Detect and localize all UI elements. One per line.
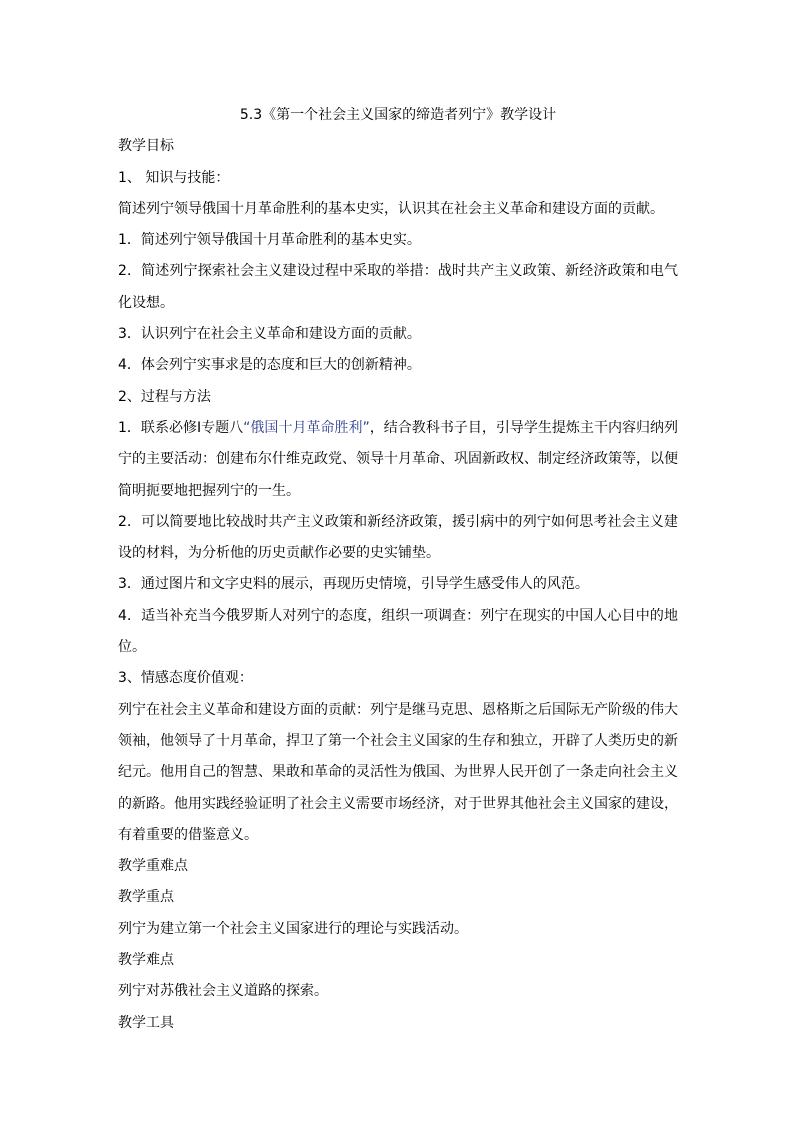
knowledge-item-2: 2．简述列宁探索社会主义建设过程中采取的举措：战时共产主义政策、新经济政策和电气化设想。 [118,263,678,311]
objectives-heading: 教学目标 [118,138,174,155]
knowledge-heading: 1、 知识与技能： [118,169,230,186]
process-item-1-post: ，结合教科书子目，引导学生提炼主干内容归纳列宁的主要活动：创建布尔什维克政党、领导十月革命、巩固新政权、制定经济政策等，以便简明扼要地把握列宁的一生。 [118,419,678,499]
process-item-4: 4．适当补充当今俄罗斯人对列宁的态度，组织一项调查：列宁在现实的中国人心目中的地位。 [118,607,678,656]
process-item-3: 3．通过图片和文字史料的展示，再现历史情境，引导学生感受伟人的风范。 [118,576,589,593]
key-difficult-heading: 教学重难点 [118,858,188,875]
difficult-heading: 教学难点 [118,952,174,969]
process-item-1-highlight: “俄国十月革命胜利” [243,419,370,436]
knowledge-item-1: 1．简述列宁领导俄国十月革命胜利的基本史实。 [118,232,421,249]
document-body [118,100,678,1039]
difficult-body: 列宁对苏俄社会主义道路的探索。 [118,983,328,1000]
process-item-1-pre: 1．联系必修Ⅰ专题八 [118,419,244,436]
tools-heading: 教学工具 [118,1014,174,1031]
process-item-1 [118,413,678,507]
knowledge-item-3: 3．认识列宁在社会主义革命和建设方面的贡献。 [118,326,421,343]
process-item-2: 2．可以简要地比较战时共产主义政策和新经济政策，援引病中的列宁如何思考社会主义建设的材料，为分析他的历史贡献作必要的史实铺垫。 [118,513,678,562]
values-body: 列宁在社会主义革命和建设方面的贡献：列宁是继马克思、恩格斯之后国际无产阶级的伟大领袖，他领导了十月革命，捍卫了第一个社会主义国家的生存和独立，开辟了人类历史的新纪元。他用自己的智慧、果敢和革命的灵活性为俄国、为世界人民开创了一条走向社会主义的新路。他用实践经验证明了社会主义需要市场经济，对于世界其他社会主义国家的建设，有着重要的借鉴意义。 [118,701,678,843]
values-heading: 3、情感态度价值观： [118,670,253,687]
document-title: 5.3《第一个社会主义国家的缔造者列宁》教学设计 [239,107,557,123]
key-heading: 教学重点 [118,889,174,906]
knowledge-intro: 简述列宁领导俄国十月革命胜利的基本史实，认识其在社会主义革命和建设方面的贡献。 [118,200,664,217]
process-heading: 2、过程与方法 [118,388,211,405]
knowledge-item-4: 4．体会列宁实事求是的态度和巨大的创新精神。 [118,357,421,374]
key-body: 列宁为建立第一个社会主义国家进行的理论与实践活动。 [118,920,468,937]
